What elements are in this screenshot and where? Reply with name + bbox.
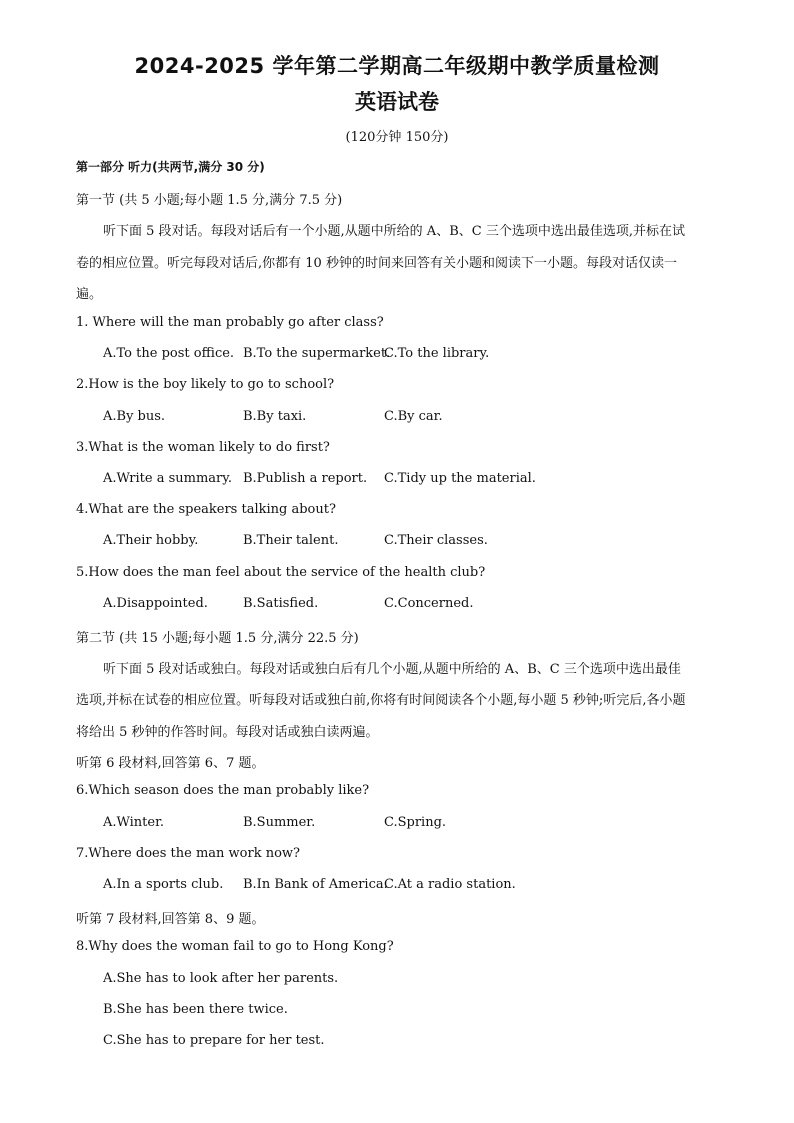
- question-6-option-c: C.Spring.: [384, 815, 447, 830]
- question-5-option-a: A.Disappointed.: [103, 596, 208, 611]
- question-2-option-a: A.By bus.: [103, 409, 166, 424]
- question-7: 7.Where does the man work now?: [76, 846, 300, 861]
- question-1-option-a: A.To the post office.: [103, 346, 235, 361]
- question-7-option-a: A.In a sports club.: [103, 877, 224, 892]
- question-1: 1. Where will the man probably go after class?: [76, 315, 384, 330]
- exam-subtitle: 英语试卷: [355, 90, 439, 114]
- section2-instruction-line: 选项,并标在试卷的相应位置。听每段对话或独白前,你将有时间阅读各个小题,每小题 5 秒钟;听完后,各小题: [76, 693, 686, 708]
- question-6: 6.Which season does the man probably like?: [76, 783, 370, 798]
- material-7-heading: 听第 7 段材料,回答第 8、9 题。: [76, 912, 265, 927]
- question-2-option-b: B.By taxi.: [243, 409, 307, 424]
- question-2: 2.How is the boy likely to go to school?: [76, 377, 335, 392]
- section2-instruction-line: 将给出 5 秒钟的作答时间。每段对话或独白读两遍。: [76, 725, 379, 740]
- question-5-option-b: B.Satisfied.: [243, 596, 319, 611]
- section1-instruction-line: 听下面 5 段对话。每段对话后有一个小题,从题中所给的 A、B、C 三个选项中选出最佳选项,并标在试: [103, 224, 685, 239]
- question-2-option-c: C.By car.: [384, 409, 443, 424]
- question-4-option-a: A.Their hobby.: [103, 533, 199, 548]
- section1-instruction-line: 遍。: [76, 287, 103, 302]
- question-3-option-b: B.Publish a report.: [243, 471, 368, 486]
- question-3-option-c: C.Tidy up the material.: [384, 471, 536, 486]
- section2-heading: 第二节 (共 15 小题;每小题 1.5 分,满分 22.5 分): [76, 631, 359, 646]
- section1-heading: 第一节 (共 5 小题;每小题 1.5 分,满分 7.5 分): [76, 193, 343, 208]
- question-1-option-c: C.To the library.: [384, 346, 490, 361]
- section1-instruction-line: 卷的相应位置。听完每段对话后,你都有 10 秒钟的时间来回答有关小题和阅读下一小题。每段对话仅读一: [76, 256, 677, 271]
- question-4: 4.What are the speakers talking about?: [76, 502, 336, 517]
- question-6-option-b: B.Summer.: [243, 815, 316, 830]
- section2-instruction-line: 听下面 5 段对话或独白。每段对话或独白后有几个小题,从题中所给的 A、B、C 三个选项中选出最佳: [103, 662, 681, 677]
- question-5: 5.How does the man feel about the service of the health club?: [76, 565, 486, 580]
- question-7-option-b: B.In Bank of America.: [243, 877, 388, 892]
- question-4-option-c: C.Their classes.: [384, 533, 488, 548]
- question-6-option-a: A.Winter.: [103, 815, 165, 830]
- question-8: 8.Why does the woman fail to go to Hong Kong?: [76, 939, 394, 954]
- question-3-option-a: A.Write a summary.: [103, 471, 233, 486]
- exam-title: 2024-2025 学年第二学期高二年级期中教学质量检测: [134, 54, 660, 78]
- part1-heading: 第一部分 听力(共两节,满分 30 分): [76, 160, 265, 174]
- question-4-option-b: B.Their talent.: [243, 533, 339, 548]
- question-8-option-b: B.She has been there twice.: [103, 1002, 288, 1017]
- question-7-option-c: C.At a radio station.: [384, 877, 516, 892]
- question-8-option-c: C.She has to prepare for her test.: [103, 1033, 325, 1048]
- question-3: 3.What is the woman likely to do first?: [76, 440, 330, 455]
- question-1-option-b: B.To the supermarket.: [243, 346, 391, 361]
- exam-time-info: (120分钟 150分): [345, 130, 449, 145]
- question-8-option-a: A.She has to look after her parents.: [103, 971, 339, 986]
- question-5-option-c: C.Concerned.: [384, 596, 474, 611]
- material-6-heading: 听第 6 段材料,回答第 6、7 题。: [76, 756, 265, 771]
